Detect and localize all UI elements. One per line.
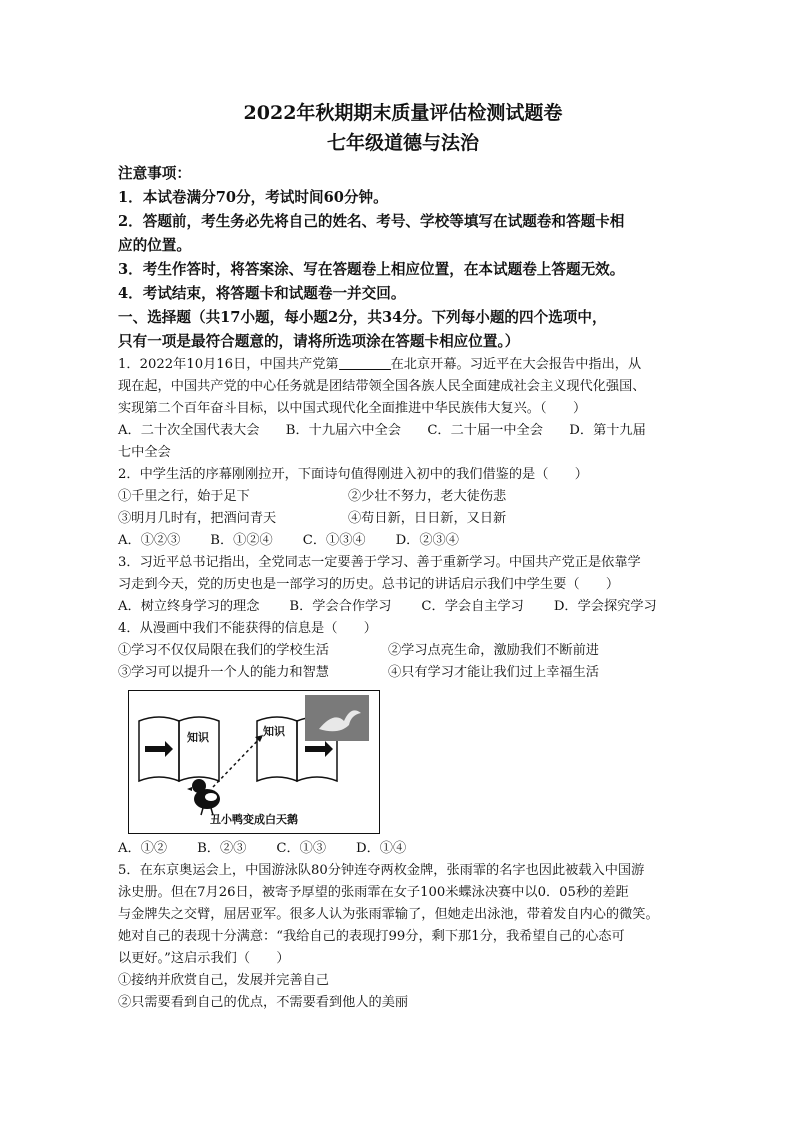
question-2-items xyxy=(118,486,688,508)
question-4-items xyxy=(118,640,688,662)
option: B．②③ xyxy=(197,841,247,856)
question-4-items xyxy=(118,662,688,684)
note-item: 1．本试卷满分70分，考试时间60分钟。 xyxy=(118,189,388,206)
cartoon-image xyxy=(128,690,380,834)
option: A．①② xyxy=(118,841,168,856)
option: C．①③④ xyxy=(302,533,366,548)
swan-icon xyxy=(305,695,369,741)
question-5-line: 5．在东京奥运会上，中国游泳队80分钟连夺两枚金牌，张雨霏的名字也因此被载入中国游 xyxy=(118,863,645,878)
question-1-line: 实现第二个百年奋斗目标，以中国式现代化全面推进中华民族伟大复兴。（ ） xyxy=(118,401,587,416)
option: B．①②④ xyxy=(210,533,273,548)
q1-text: 在北京开幕。习近平在大会报告中指出，从 xyxy=(390,357,642,372)
exam-page xyxy=(118,98,688,1014)
question-4-stem: 4．从漫画中我们不能获得的信息是（ ） xyxy=(118,621,377,636)
note-item: 4．考试结束，将答题卡和试题卷一并交回。 xyxy=(118,285,406,302)
list-item: ①千里之行，始于足下 xyxy=(118,489,250,504)
note-item: 3．考生作答时，将答案涂、写在答题卷上相应位置，在本试题卷上答题无效。 xyxy=(118,261,625,278)
page-subtitle: 七年级道德与法治 xyxy=(326,132,479,154)
note-item: 2．答题前，考生务必先将自己的姓名、考号、学校等填写在试题卷和答题卡相 xyxy=(118,213,625,230)
option: A．①②③ xyxy=(118,533,181,548)
list-item: ①学习不仅仅局限在我们的学校生活 xyxy=(118,643,329,658)
option: C．学会自主学习 xyxy=(421,599,524,614)
list-item: ④苟日新，日日新，又日新 xyxy=(348,511,507,526)
list-item: ②只需要看到自己的优点，不需要看到他人的美丽 xyxy=(118,995,409,1010)
question-2-stem: 2．中学生活的序幕刚刚拉开，下面诗句值得刚进入初中的我们借鉴的是（ ） xyxy=(118,467,588,482)
list-item: ②学习点亮生命，激励我们不断前进 xyxy=(388,643,599,658)
book-label: 知识 xyxy=(263,725,285,738)
book-label: 知识 xyxy=(187,731,209,744)
option: A．树立终身学习的理念 xyxy=(118,599,260,614)
cartoon-caption: 丑小鸭变成白天鹅 xyxy=(210,813,298,826)
dotted-arrow xyxy=(213,735,263,787)
question-2-options xyxy=(118,530,688,552)
option: C．①③ xyxy=(276,841,327,856)
option: D．①④ xyxy=(356,841,407,856)
list-item: ④只有学习才能让我们过上幸福生活 xyxy=(388,665,599,680)
question-2-items xyxy=(118,508,688,530)
section-heading: 一、选择题（共17小题，每小题2分，共34分。下列每小题的四个选项中， xyxy=(118,309,607,326)
question-1-line xyxy=(118,354,688,376)
duckling-icon xyxy=(187,779,220,815)
option: D．学会探究学习 xyxy=(553,599,657,614)
q1-text: 1．2022年10月16日，中国共产党第 xyxy=(118,357,339,372)
question-5-line: 泳史册。但在7月26日，被寄予厚望的张雨霏在女子100米蝶泳决赛中以0．05秒的差距 xyxy=(118,885,629,900)
option: B．学会合作学习 xyxy=(289,599,392,614)
note-item: 应的位置。 xyxy=(118,237,191,254)
page-title: 2022年秋期期末质量评估检测试题卷 xyxy=(243,102,563,124)
list-item: ③学习可以提升一个人的能力和智慧 xyxy=(118,665,329,680)
question-5-line: 她对自己的表现十分满意：“我给自己的表现打99分，剩下那1分，我希望自己的心态可 xyxy=(118,929,625,944)
question-1-options: 七中全会 xyxy=(118,445,171,460)
section-heading: 只有一项是最符合题意的，请将所选项涂在答题卡相应位置。） xyxy=(118,333,520,350)
notes-heading: 注意事项： xyxy=(118,165,191,182)
question-3-options xyxy=(118,596,688,618)
question-4-options xyxy=(118,838,688,860)
list-item: ③明月几时有，把酒问青天 xyxy=(118,511,277,526)
question-5-line: 与金牌失之交臂，屈居亚军。很多人认为张雨霏输了，但她走出泳池，带着发自内心的微笑。 xyxy=(118,907,659,922)
question-3-line: 习走到今天，党的历史也是一部学习的历史。总书记的讲话启示我们中学生要（ ） xyxy=(118,577,620,592)
book-icon xyxy=(139,717,219,781)
list-item: ②少壮不努力，老大徒伤悲 xyxy=(348,489,507,504)
option: D．②③④ xyxy=(395,533,459,548)
answer-blank xyxy=(339,355,391,370)
question-1-options: A．二十次全国代表大会 B．十九届六中全会 C．二十届一中全会 D．第十九届 xyxy=(118,423,646,438)
question-3-line: 3．习近平总书记指出，全党同志一定要善于学习、善于重新学习。中国共产党正是依靠学 xyxy=(118,555,641,570)
question-1-line: 现在起，中国共产党的中心任务就是团结带领全国各族人民全面建成社会主义现代化强国、 xyxy=(118,379,646,394)
list-item: ①接纳并欣赏自己，发展并完善自己 xyxy=(118,973,329,988)
question-5-line: 以更好。”这启示我们（ ） xyxy=(118,951,290,966)
